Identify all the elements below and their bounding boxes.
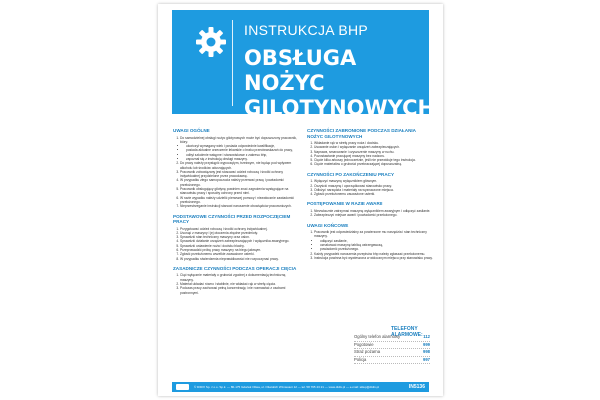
phone-number: 112	[423, 334, 430, 339]
sub-list-item: • powiadomić przełożonego.	[320, 247, 433, 251]
list-item-text: W przypadku złego samopoczucia należy przerwać pracę i powiadomić przełożonego.	[180, 178, 284, 187]
list-item	[180, 196, 299, 205]
sub-list-item: • ukończył wymagany wiek i posiada odpowiednie kwalifikacje,	[186, 144, 299, 148]
list-item-text: Materiał układać równo i stabilnie, nie wkładać rąk w strefę cięcia.	[180, 282, 276, 287]
list-item	[180, 178, 299, 187]
list-item-text: Niezwłocznie zatrzymać maszynę wyłącznikiem awaryjnym i odłączyć zasilanie.	[314, 208, 431, 213]
phones-heading: TELEFONY ALARMOWE:	[391, 326, 423, 338]
phone-label: Straż pożarna	[354, 349, 381, 354]
list-item-text: Usunąć z maszyny i jej otoczenia zbędne przedmioty.	[180, 230, 259, 235]
list-item-text: Sprawdzić stan techniczny maszyny oraz osłon.	[180, 235, 250, 240]
list-item	[180, 187, 299, 196]
list-item-text: Pracownik zobowiązany jest stosować odzież roboczą i środki ochrony indywidualnej przydzielone przez pracodawcę.	[180, 169, 283, 179]
list-item	[180, 257, 299, 261]
list-item	[180, 204, 299, 208]
list-item	[180, 286, 299, 295]
list-item	[180, 161, 299, 170]
phone-row	[354, 334, 430, 342]
list-item-text: Do pracy należy przystąpić wypoczętym, trzeźwym, nie będąc pod wpływem alkoholu lub środków odurzających.	[180, 161, 292, 170]
gear-icon	[195, 26, 227, 58]
page-title: OBSŁUGA NOŻYC GILOTYNOWYCH	[244, 46, 436, 120]
section-heading: UWAGI OGÓLNE	[173, 128, 210, 133]
list-item-text: Odłożyć narzędzia i materiały na wyznaczone miejsca.	[314, 187, 394, 192]
header-banner	[172, 10, 436, 120]
phone-label: Pogotowie	[354, 341, 374, 347]
list-item	[180, 273, 299, 282]
list-item-text: Ciąć wyłącznie materiały o grubości zgodnej z dokumentacją techniczną maszyny.	[180, 273, 286, 282]
list-item	[180, 170, 299, 179]
list-item-text: Pracownik jest odpowiedzialny za powierzone mu narzędzia i stan techniczny maszyny.	[314, 230, 427, 239]
list-item-text: Wkładanie rąk w strefę pracy noża i docisku.	[314, 141, 380, 145]
section-heading: UWAGI KOŃCOWE	[307, 222, 349, 228]
sub-list-item: • odbył szkolenie wstępne i stanowiskowe z zakresu bhp,	[186, 153, 299, 157]
section-list	[173, 136, 299, 209]
list-item-text: Podczas pracy zachować pełną koncentrację i nie rozmawiać z osobami postronnymi.	[180, 286, 286, 295]
list-item-text: Przeprowadzić próbę pracy maszyny na biegu jałowym.	[180, 248, 262, 253]
section	[307, 201, 433, 217]
section-list	[173, 273, 299, 294]
phone-label: Policja	[354, 356, 367, 362]
sub-list-item: • oznakować maszynę tablicą ostrzegawczą,	[320, 243, 433, 247]
list-item-text: Wyłączyć maszynę wyłącznikiem głównym.	[314, 179, 378, 184]
footer-bar	[172, 382, 429, 392]
section-heading: ZASADNICZE CZYNNOŚCI PODCZAS OPERACJI CIĘCIA	[173, 265, 297, 271]
section-heading: PODSTAWOWE CZYNNOŚCI PRZED ROZPOCZĘCIEM PRACY	[173, 213, 291, 225]
instruction-sheet	[158, 4, 443, 396]
list-item	[314, 213, 433, 217]
list-item-text: Usuwanie osłon i wyłączanie urządzeń zabezpieczających.	[314, 145, 400, 150]
list-item-text: Sprawdzić działanie urządzeń zabezpieczających i wyłącznika awaryjnego.	[180, 239, 290, 244]
list-item-text: Pozostawianie pracującej maszyny bez nadzoru.	[314, 153, 386, 158]
list-item-text: Zabezpieczyć miejsce awarii i powiadomić przełożonego.	[314, 213, 398, 218]
list-item-text: Nieprzestrzeganie instrukcji stanowi naruszenie obowiązków pracowniczych.	[180, 204, 292, 209]
list-item-text: Naprawa, smarowanie i czyszczenie maszyny w ruchu.	[314, 149, 395, 154]
section-heading: POSTĘPOWANIE W RAZIE AWARII	[307, 201, 383, 207]
section-list	[307, 209, 433, 218]
list-item	[314, 256, 433, 260]
company-logo	[176, 384, 189, 390]
sub-list	[180, 144, 299, 161]
section-list	[307, 141, 433, 167]
left-column	[173, 128, 299, 300]
phone-row	[354, 342, 430, 350]
section	[307, 128, 433, 167]
sub-list-item: • posiada aktualne orzeczenie lekarskie o braku przeciwwskazań do pracy,	[186, 148, 299, 152]
document-code: IN5136	[408, 384, 425, 390]
section-list	[307, 230, 433, 260]
section	[173, 214, 299, 261]
list-item	[314, 192, 433, 196]
list-item-text: Instrukcja powinna być wywieszona w widocznym miejscu przy stanowisku pracy.	[314, 255, 433, 260]
emergency-phones	[354, 334, 430, 364]
list-item-text: Cięcie kilku arkuszy jednocześnie, jeśli nie przewiduje tego instrukcja.	[314, 158, 416, 163]
phone-number: 997	[423, 356, 430, 362]
list-item-text: Do samodzielnej obsługi nożyc gilotynowych może być dopuszczony pracownik, który:	[180, 135, 297, 144]
list-item-text: Oczyścić maszynę i uporządkować stanowisko pracy.	[314, 183, 392, 188]
section	[307, 172, 433, 197]
list-item-text: Sprawdzić ustawienie noża i docisku blachy.	[180, 243, 245, 248]
document-type: INSTRUKCJA BHP	[244, 22, 368, 38]
list-item-text: Przygotować odzież roboczą i środki ochrony indywidualnej.	[180, 226, 268, 231]
phone-number: 999	[423, 341, 430, 347]
sub-list	[314, 239, 433, 252]
right-column	[307, 128, 433, 265]
list-item-text: W razie wypadku należy udzielić pierwszej pomocy i niezwłocznie zawiadomić przełożonego.	[180, 195, 294, 204]
list-item-text: Zgłosić przełożonemu zauważone usterki.	[314, 192, 376, 197]
phone-label: Ogólny telefon alarmowy	[354, 334, 401, 339]
section-heading: CZYNNOŚCI ZABRONIONE PODCZAS DZIAŁANIA NOŻYC GILOTYNOWYCH	[307, 128, 416, 139]
section	[173, 266, 299, 295]
sub-list-item: • odłączyć zasilanie,	[320, 239, 433, 243]
section	[173, 128, 299, 209]
section-list	[307, 179, 433, 196]
section-heading: CZYNNOŚCI PO ZAKOŃCZENIU PRACY	[307, 171, 395, 177]
list-item	[314, 162, 433, 166]
footer-text: © DIDIX Sp. z o.o. Sp.k. — 80-175 Gdańsk Oliwa, ul. Oliwskich Wzniesień 12 — tel. 58 765 43 21 — www.didix.pl — e-mail: sklep@didix.pl	[194, 385, 379, 389]
section-list	[173, 227, 299, 261]
list-item-text: Każdy przypadek naruszenia przepisów bhp należy zgłaszać przełożonemu.	[314, 251, 426, 256]
list-item-text: Pracownik obsługujący gilotynę powinien znać zagrożenia występujące na stanowisku pracy i sposoby ochrony przed nimi.	[180, 187, 289, 196]
header-divider	[232, 20, 233, 106]
list-item-text: Zgłosić przełożonemu wszelkie zauważone usterki.	[180, 252, 255, 257]
list-item-text: W przypadku stwierdzenia nieprawidłowości nie rozpoczynać pracy.	[180, 256, 279, 261]
list-item-text: Cięcie materiałów o grubości przekraczającej dopuszczalną.	[314, 162, 402, 167]
phone-row	[354, 349, 430, 357]
list-item	[314, 230, 433, 251]
section	[307, 223, 433, 261]
phone-row	[354, 357, 430, 365]
phone-number: 998	[423, 349, 430, 354]
sub-list-item: • zapoznał się z instrukcją obsługi maszyny.	[186, 157, 299, 161]
list-item	[180, 136, 299, 162]
